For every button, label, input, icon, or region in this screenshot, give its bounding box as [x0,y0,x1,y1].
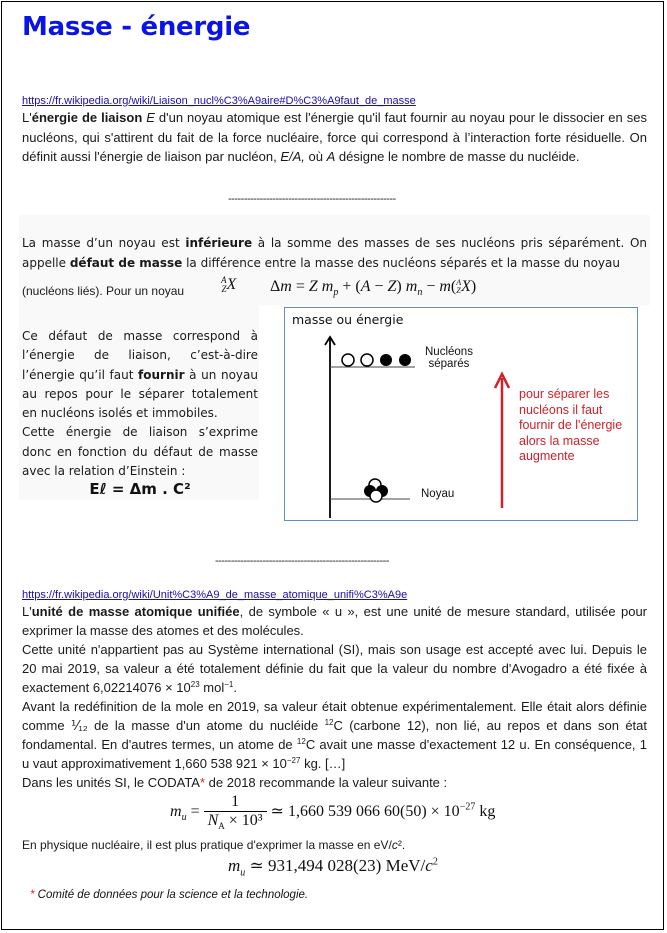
symbol-e: E [146,110,155,125]
mass-number: A [221,275,227,286]
text: La masse d’un noyau est [22,236,186,250]
noyau-label: (nucléons liés). Pour un noyau [22,284,185,298]
text: c [391,838,398,852]
bold-defaut-de-masse: défaut de masse [69,255,183,270]
text: ≃ 931,494 028(23) MeV/ [249,856,426,875]
text: nucléons il faut [519,402,603,417]
page-title: Masse - énergie [22,12,251,42]
mass-energy-diagram [284,307,638,521]
text: la différence entre la masse des nucléons séparés et la masse du noyau [182,255,620,270]
text: c [425,856,433,875]
atomic-number: Z [221,284,227,295]
text: u [240,867,246,879]
text: où [304,149,327,164]
bold-inferieure: inférieure [185,236,253,250]
text: m [228,856,241,875]
bold-fournir: fournir [138,367,185,382]
exponent: 23 [190,680,200,689]
footnote-marker: * [199,775,206,790]
text: alors la masse [519,433,600,448]
mass-defect-paragraph [22,234,647,273]
nucleus-notation [221,276,236,294]
text: N [207,812,219,829]
text: Cette unité n'appartient pas au Système international (SI), mais son usage est accepté avec lui. Depuis le 20 mai 2019, sa valeur a été totalement définie du fait que la valeur du nombre d'Avogadro a été fixée à exactement 6,02214076 × 10 [22,642,647,695]
text: Comité de données pour la science et la technologie. [34,889,309,901]
text: Cette énergie de liaison s’exprime donc en fonction du défaut de masse avec la relation d’Einstein : [22,425,258,479]
text: à un noyau au repos pour le séparer totalement en nucléons isolés et immobiles. [22,367,258,421]
binding-energy-paragraph [22,108,647,167]
footnote-marker: * [30,889,35,901]
isotope-sup: 12 [296,737,306,746]
wikipedia-link-uma[interactable]: https://fr.wikipedia.org/wiki/Unit%C3%A9_de_masse_atomique_unifi%C3%A9e [22,589,408,601]
text: pour séparer les [519,387,610,401]
text: ≃ 1,660 539 066 60(50) × 10 [270,802,460,820]
ratio-ea: E/A, [280,149,305,164]
fraction [204,793,267,831]
axis-label: masse ou énergie [292,312,404,327]
text: augmente [519,449,575,463]
symbol-a: A [326,149,336,164]
wikipedia-link-liaison[interactable]: https://fr.wikipedia.org/wiki/Liaison_nucl%C3%A9aire#D%C3%A9faut_de_masse [22,95,416,107]
text: A [218,821,225,832]
binding-energy-explanation [22,327,258,481]
energy-annotation [519,387,622,465]
text: Nucléons [425,346,473,358]
separator: ------------------------------------------------------- [215,555,389,567]
exponent: −1 [224,680,234,689]
codata-footnote [30,889,308,901]
mass-defect-formula: Δm = Z $m_p + (A - Z) m_n - m(A$ ZX) [270,278,477,299]
text: mol [199,680,225,695]
numerator: 1 [204,793,267,812]
text: séparés [428,358,470,370]
text: Ce défaut de masse correspond à l’énergie de liaison, c’est-à-dire l’énergie qu’il faut [22,329,258,382]
text: En physique nucléaire, il est plus pratique d'exprimer la masse en eV/ [22,838,392,852]
separated-nucleons-label [425,346,473,370]
text: L' [22,110,32,125]
text: m [170,802,182,820]
text: à la somme des masses de ses nucléons pris séparément. On appelle [22,236,647,270]
nucleus-label: Noyau [421,488,455,500]
isotope-sup: 12 [324,718,334,727]
text: ². [397,838,406,852]
text: kg [475,802,496,820]
text: de 2018 recommande la valeur suivante : [205,775,448,790]
bold-term: énergie de liaison [31,110,143,125]
denominator [204,812,267,831]
text: , de symbole « u », est une unité de mesure standard, utilisée pour exprimer la masse des atomes et des molécules. [22,604,648,638]
einstein-formula: Eℓ = Δm . C² [89,480,191,498]
text: C avait une masse d'exactement 12 u. En conséquence, 1 u vaut approximativement 1,660 538 921 × 10 [22,737,647,771]
text: fournir de l'énergie [519,418,623,432]
exponent: 2 [432,856,438,868]
bold-uma: unité de masse atomique unifiée [31,604,240,619]
text: × 10³ [224,812,263,829]
nucleus-symbol: X [226,276,237,293]
text: kg. […] [300,756,346,771]
text: Dans les unités SI, le CODATA [22,775,200,790]
exponent: −27 [459,801,476,813]
exponent: −27 [286,756,301,765]
text: Avant la redéfinition de la mole en 2019, sa valeur était obtenue expérimentalement. Elle était alors définie comme ⅟₁₂ de la masse d'un atome du nucléide [22,699,647,733]
mu-equation: $m_u$ = $\frac{1}{N_A \times 10^3}$ ≃ 1,660 539 066 $60(50) \times 10^{-27}$ kg [170,793,496,832]
text: u [181,811,187,823]
text: désigne le nombre de masse du nucléide. [335,149,580,164]
uma-paragraph [22,602,647,792]
ev-paragraph [22,836,405,856]
text: d'un noyau atomique est l'énergie qu'il faut fournir au noyau pour le dissocier en ses nucléons, qui s'attirent du fait de la force nucléaire, force qui correspond à l’interaction forte résiduelle. On définit aussi l'énergie de liaison par nucléon, [22,110,647,164]
separator: ----------------------------------------------------- [228,193,396,205]
text: . [233,680,237,695]
text: L' [22,604,32,619]
text: C (carbone 12), non lié, au repos et dans son état fondamental. En d'autres termes, un atome de [22,718,647,752]
mu-mev-equation [228,856,438,878]
